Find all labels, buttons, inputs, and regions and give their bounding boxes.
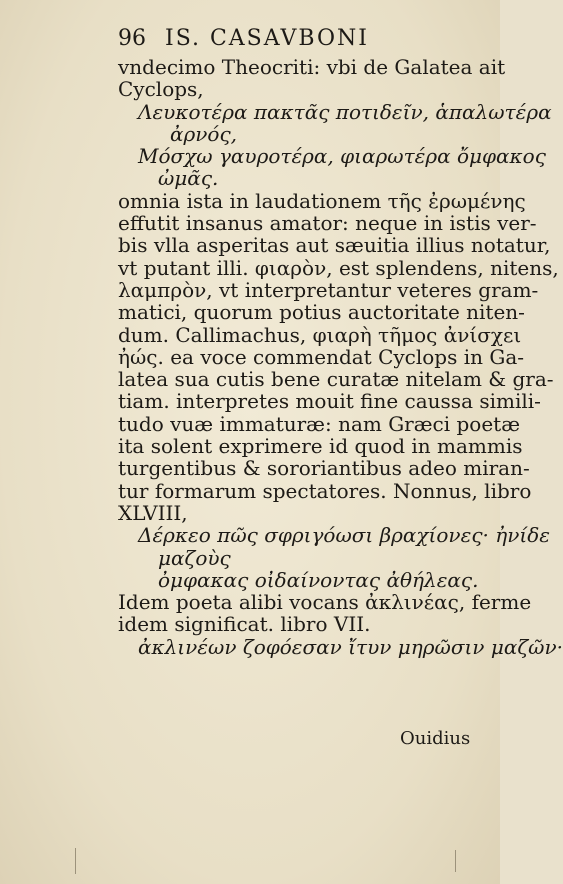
text-line: ita solent exprimere id quod in mammis	[118, 434, 523, 459]
text-line: effutit insanus amator: neque in istis ver-	[118, 211, 537, 236]
text-line: idem significat. libro VII.	[118, 612, 371, 637]
text-line: tudo vuæ immaturæ: nam Græci poetæ	[118, 411, 521, 436]
text-line: Λευκοτέρα πακτᾶς ποτιδεῖν, ἁπαλωτέρα	[138, 99, 552, 124]
text-line: latea sua cutis bene curatæ nitelam & gra-	[118, 367, 554, 392]
text-line: ὀμφακας οἰδαίνοντας ἀθήλεας.	[158, 567, 479, 592]
text-line: vt putant illi. φιαρὸν, est splendens, nitens,	[118, 255, 559, 280]
text-line: matici, quorum potius auctoritate niten-	[118, 300, 525, 325]
text-line: vndecimo Theocriti: vbi de Galatea ait	[118, 55, 506, 79]
text-line: λαμπρὸν, vt interpretantur veteres gram-	[118, 277, 539, 302]
text-line: Μόσχω γαυροτέρα, φιαρωτέρα ὄμφακος	[138, 144, 546, 169]
text-line: μαζοὺς	[158, 545, 231, 570]
running-title: IS. CASAVBONI	[165, 26, 369, 51]
page-edge-mark	[455, 850, 456, 872]
text-line: XLVIII,	[118, 500, 188, 525]
body-text	[118, 55, 563, 659]
text-line: Idem poeta alibi vocans ἀκλινέας, ferme	[118, 590, 532, 615]
running-header	[118, 26, 460, 52]
text-line: omnia ista in laudationem τῆς ἐρωμένης	[118, 188, 526, 213]
text-line: dum. Callimachus, φιαρὴ τῆμος ἀνίσχει	[118, 322, 522, 347]
catchword: Ouidius	[400, 728, 471, 749]
text-line: turgentibus & sororiantibus adeo miran-	[118, 456, 530, 481]
text-line: Δέρκεο πῶς σφριγόωσι βραχίονες· ἠνίδε	[138, 523, 550, 548]
text-line: ἀρνός,	[170, 121, 238, 146]
page-number: 96	[118, 26, 146, 51]
text-line: ἠώς. ea voce commendat Cyclops in Ga-	[118, 344, 525, 369]
text-line: bis vlla asperitas aut sæuitia illius notatur,	[118, 233, 551, 258]
page-edge-mark	[75, 848, 76, 874]
text-line: tur formarum spectatores. Nonnus, libro	[118, 478, 532, 503]
text-line: ὠμᾶς.	[158, 166, 219, 191]
text-line: Cyclops,	[118, 77, 204, 102]
text-line: tiam. interpretes mouit fine caussa simili-	[118, 389, 541, 414]
text-line: ἀκλινέων ζοφόεσαν ἴτυν μηρῶσιν μαζῶν·	[138, 634, 563, 659]
